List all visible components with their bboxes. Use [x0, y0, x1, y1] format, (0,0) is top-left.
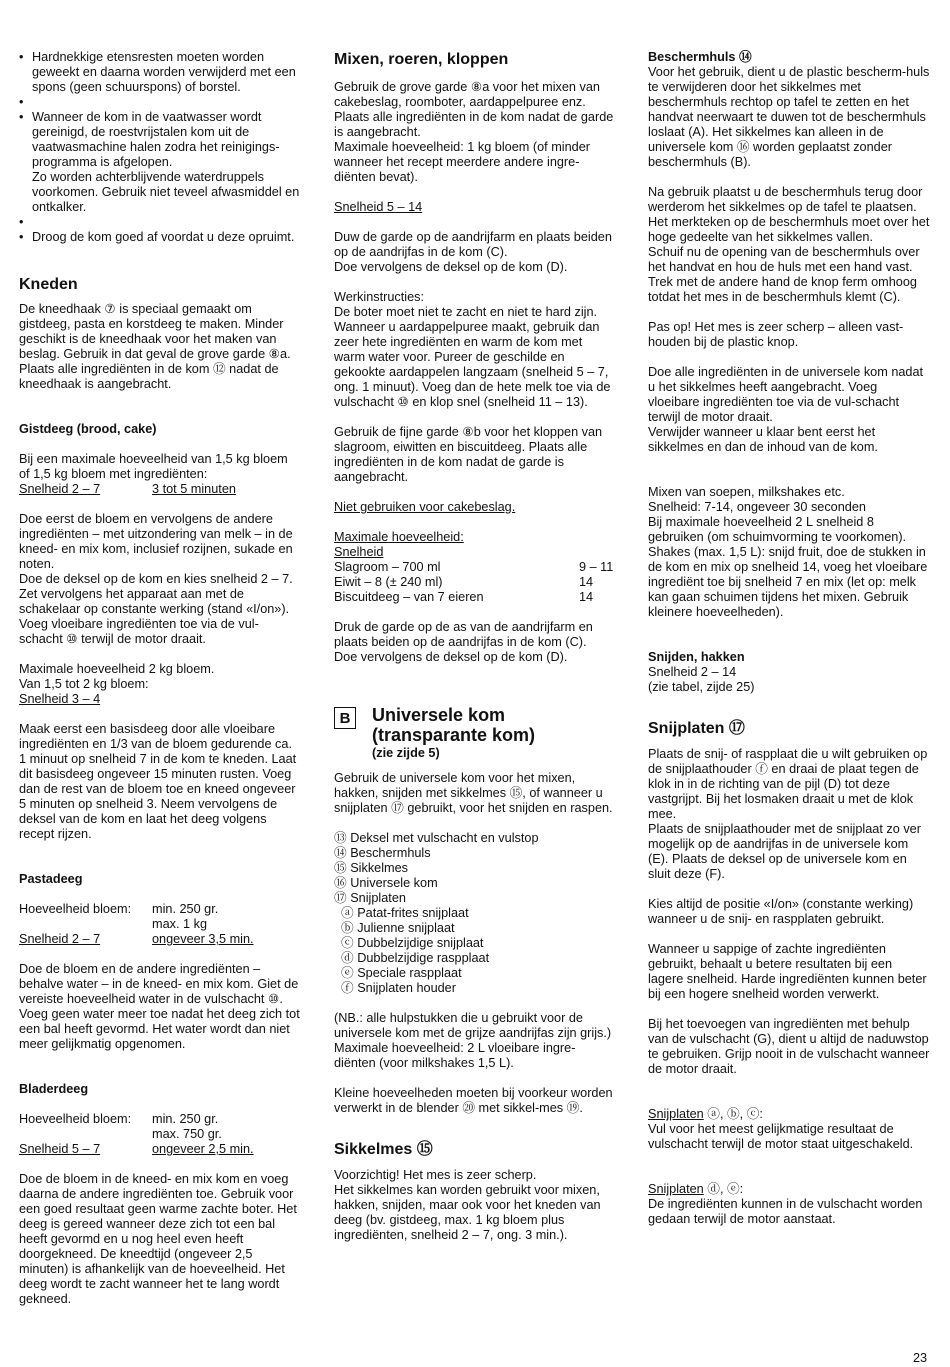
table-row	[334, 560, 616, 575]
pasta-speed-label: Snelheid 2 – 7	[19, 932, 101, 946]
table-speed: 9 – 11	[579, 560, 614, 574]
huls-text-3: Pas op! Het mes is zeer scherp – alleen vast-houden bij de plastic knop.	[648, 320, 904, 349]
snijplaten-de-refs: ⓓ, ⓔ:	[703, 1182, 744, 1196]
soep-text: Mixen van soepen, milkshakes etc. Snelheid: 7-14, ongeveer 30 seconden Bij maximale hoeveelheid 2 L snelheid 8 gebruiken (om schuimvorming te voorkomen). Shakes (max. 1,5 L): snijd fruit, doe de stukken in de kom en mix op snelheid 14, voeg het vloeibare ingrediënt toe bij snelheid 7 en mix (let op: melk kan gaan schuimen tijdens het mixen. Gebruik kleinere hoeveelheden).	[648, 485, 928, 619]
list-item: ⑭ Beschermhuls	[334, 846, 431, 860]
kneden-text: De kneedhaak ⑦ is speciaal gemaakt om gistdeeg, pasta en korstdeeg te maken. Minder geschikt is de kneedhaak voor het maken van beslag. Gebruik in dat geval de grove garde ⑧a. Plaats alle ingrediënten in de kom ⑫ nadat de kneedhaak is aangebracht.	[19, 302, 291, 391]
blader-amount-row	[19, 1112, 301, 1142]
mix-text-3: Werkinstructies: De boter moet niet te zacht en niet te hard zijn. Wanneer u aardappelpuree maakt, gebruik dan zeer hete ingrediënten en warm de kom met warm water voor. Pureer de geschilde en gekookte aardappelen langzaam (snelheid 5 – 7, ong. 1 minuut). Voeg dan de hete melk toe via de vulschacht ⑩ en klop snel (snelheid 11 – 13).	[334, 290, 611, 409]
column-1	[19, 50, 301, 1307]
de-text: De ingrediënten kunnen in de vulschacht worden gedaan terwijl de motor aanstaat.	[648, 1197, 923, 1226]
column-3	[648, 50, 930, 1227]
gist-text-1: Doe eerst de bloem en vervolgens de andere ingrediënten – met uitzondering van melk – in de kneed- en mix kom, inclusief rozijnen, sukade en noten. Doe de deksel op de kom en kies snelheid 2 – 7. Zet vervolgens het apparaat aan met de schakelaar op constante werking (stand «I/on»). Voeg vloeibare ingrediënten toe via de vul-schacht ⑩ terwijl de motor draait.	[19, 512, 293, 646]
b-text-1: Gebruik de universele kom voor het mixen, hakken, snijden met sikkelmes ⑮, of wanneer u snijplaten ⑰ gebruikt, voor het snijden en raspen.	[334, 771, 613, 815]
table-speed: 14	[579, 575, 594, 589]
parts-list	[334, 831, 616, 996]
bullet-item: • Wanneer de kom in de vaatwasser wordt gereinigd, de roestvrijstalen kom uit de vaatwasmachine halen zodra het reinigings-programma is afgelopen. Zo worden achterblijvende waterdruppels voorkomen. Gebruik niet teveel afwasmiddel en ontkalker.	[19, 110, 301, 215]
sikkel-text: Voorzichtig! Het mes is zeer scherp. Het sikkelmes kan worden gebruikt voor mixen, hakken, snijden, maar ook voor het kneden van deeg (bv. gistdeeg, max. 1 kg bloem plus ingrediënten, snelheid 2 – 7, ong. 3 min.).	[334, 1168, 601, 1242]
abc-text: Vul voor het meest gelijkmatige resultaat de vulschacht terwijl de motor staat uitgeschakeld.	[648, 1122, 914, 1151]
huls-text-4: Doe alle ingrediënten in de universele kom nadat u het sikkelmes heeft aangebracht. Voeg vloeibare ingrediënten toe via de vul-schacht terwijl de motor draait. Verwijder wanneer u klaar bent eerst het sikkelmes en dan de inhoud van de kom.	[648, 365, 924, 454]
bullet-item: • Hardnekkige etensresten moeten worden geweekt en daarna worden verwijderd met een spons (geen schuurspons) of borstel.	[19, 50, 301, 95]
snijplaten-abc-label: Snijplaten	[648, 1107, 704, 1121]
bullet-item: • Droog de kom goed af voordat u deze opruimt.	[19, 230, 301, 245]
table-item: Eiwit – 8 (± 240 ml)	[334, 575, 443, 589]
section-title-snijplaten: Snijplaten ⑰	[648, 720, 745, 737]
blader-amount: min. 250 gr. max. 750 gr.	[152, 1112, 222, 1141]
snij-text-1: Plaats de snij- of raspplaat die u wilt gebruiken op de snijplaathouder ⓕ en draai de plaat tegen de klok in in de richting van de pijl (D) tot deze vastgrijpt. Bij het losmaken draait u met de klok mee. Plaats de snijplaathouder met de snijplaat zo ver mogelijk op de aandrijfas in de universele kom (E). Plaats de deksel op de universele kom en sluit deze (F).	[648, 747, 928, 881]
subsection-bladerdeeg: Bladerdeeg	[19, 1082, 89, 1096]
snijplaten-abc-refs: ⓐ, ⓑ, ⓒ:	[703, 1107, 763, 1121]
gist-speed-time: 3 tot 5 minuten	[152, 482, 236, 496]
gist-speed-label: Snelheid 2 – 7	[19, 482, 101, 496]
list-item: ⓕ Snijplaten houder	[341, 981, 456, 995]
mix-max-speed: Snelheid	[334, 545, 384, 559]
subsection-pastadeeg: Pastadeeg	[19, 872, 83, 886]
snij-text-3: Wanneer u sappige of zachte ingrediënten gebruikt, behaalt u betere resultaten bij een lagere snelheid. Harde ingrediënten kunnen beter bij een hogere snelheid worden verwerkt.	[648, 942, 927, 1001]
cleaning-bullets	[19, 50, 301, 245]
snij-text-4: Bij het toevoegen van ingrediënten met behulp van de vulschacht (G), dient u altijd de naduwstop te gebruiken. Grijp nooit in de vulschacht wanneer de motor draait.	[648, 1017, 930, 1076]
huls-text-2: Na gebruik plaatst u de beschermhuls terug door werderom het sikkelmes op de tafel te plaatsen. Het merkteken op de beschermhuls moet over het hoge gedeelte van het sikkelmes vallen. Schuif nu de opening van de beschermhuls over het handvat en hou de huls met een hand vast. Trek met de andere hand de knop ferm omhoog totdat het mes in de beschermhuls klemt (C).	[648, 185, 930, 304]
section-b-header	[334, 705, 616, 761]
list-item: ⑰ Snijplaten	[334, 891, 406, 905]
subsection-snijden-hakken: Snijden, hakken	[648, 650, 745, 664]
list-item: ⓔ Speciale raspplaat	[341, 966, 462, 980]
mix-text-2: Duw de garde op de aandrijfarm en plaats beiden op de aandrijfas in de kom (C). Doe vervolgens de deksel op de kom (D).	[334, 230, 612, 274]
pasta-text: Doe de bloem en de andere ingrediënten – behalve water – in de kneed- en mix kom. Giet de vereiste hoeveelheid water in de vulschacht ⑩. Voeg geen water meer toe nadat het deeg zich tot een bal heeft gevormd. Het water wordt dan niet meer gelijkmatig opgenomen.	[19, 962, 300, 1051]
blader-speed-row	[19, 1142, 301, 1157]
section-title-sikkelmes: Sikkelmes ⑮	[334, 1141, 433, 1158]
table-speed: 14	[579, 590, 594, 604]
mix-text-4: Gebruik de fijne garde ⑧b voor het kloppen van slagroom, eiwitten en biscuitdeeg. Plaats alle ingrediënten in de kom nadat de garde is aangebracht.	[334, 425, 603, 484]
gist-intro: Bij een maximale hoeveelheid van 1,5 kg bloem of 1,5 kg bloem met ingrediënten:	[19, 452, 288, 481]
table-row	[334, 575, 616, 590]
mix-table	[334, 560, 616, 605]
table-item: Slagroom – 700 ml	[334, 560, 441, 574]
huls-text-1: Voor het gebruik, dient u de plastic bescherm-huls te verwijderen door het sikkelmes met beschermhuls rechtop op tafel te zetten en het handvat neerwaart te duwen tot de beschermhuls loslaat (A). Het sikkelmes kan alleen in de universele kom ⑯ worden geplaatst zonder beschermhuls (B).	[648, 65, 930, 169]
section-subtitle: (zie zijde 5)	[372, 746, 440, 760]
section-letter-box: B	[334, 707, 356, 729]
blader-speed-label: Snelheid 5 – 7	[19, 1142, 101, 1156]
b-text-3: Kleine hoeveelheden moeten bij voorkeur worden verwerkt in de blender ⑳ met sikkel-mes ⑲.	[334, 1086, 613, 1115]
table-item: Biscuitdeeg – van 7 eieren	[334, 590, 484, 604]
table-row	[334, 590, 616, 605]
blader-amount-label: Hoeveelheid bloem:	[19, 1112, 132, 1126]
pasta-amount-label: Hoeveelheid bloem:	[19, 902, 132, 916]
b-text-2: (NB.: alle hulpstukken die u gebruikt voor de universele kom met de grijze aandrijfas zijn grijs.) Maximale hoeveelheid: 2 L vloeibare ingre-diënten (voor milkshakes 1,5 L).	[334, 1011, 612, 1070]
snij-text-2: Kies altijd de positie «I/on» (constante werking) wanneer u de snij- en raspplaten gebruikt.	[648, 897, 914, 926]
list-item: ⓒ Dubbelzijdige snijplaat	[341, 936, 484, 950]
list-item: ⑮ Sikkelmes	[334, 861, 409, 875]
gist-max: Maximale hoeveelheid 2 kg bloem. Van 1,5 tot 2 kg bloem:	[19, 662, 215, 691]
list-item: ⓐ Patat-frites snijplaat	[341, 906, 469, 920]
mix-text-1: Gebruik de grove garde ⑧a voor het mixen van cakebeslag, roomboter, aardappelpuree enz. Plaats alle ingrediënten in de kom nadat de garde is aangebracht. Maximale hoeveelheid: 1 kg bloem (of minder wanneer het recept meerdere andere ingre-diënten bevat).	[334, 80, 614, 184]
blader-speed-time: ongeveer 2,5 min.	[152, 1142, 254, 1156]
section-title-universele-kom: Universele kom (transparante kom)	[372, 705, 536, 745]
snijplaten-abc-heading	[648, 1107, 930, 1122]
gist-speed-2: Snelheid 3 – 4	[19, 692, 101, 706]
page-number: 23	[913, 1351, 928, 1365]
mix-speed: Snelheid 5 – 14	[334, 200, 423, 214]
pasta-speed-time: ongeveer 3,5 min.	[152, 932, 254, 946]
snijplaten-de-heading	[648, 1182, 930, 1197]
list-item: ⓑ Julienne snijplaat	[341, 921, 455, 935]
subsection-gistdeeg: Gistdeeg (brood, cake)	[19, 422, 157, 436]
list-item: ⓓ Dubbelzijdige raspplaat	[341, 951, 490, 965]
column-2	[334, 50, 616, 1243]
list-item: ⑯ Universele kom	[334, 876, 438, 890]
gist-speed-row	[19, 482, 301, 497]
subsection-beschermhuls: Beschermhuls ⑭	[648, 50, 752, 64]
snijplaten-de-label: Snijplaten	[648, 1182, 704, 1196]
pasta-speed-row	[19, 932, 301, 947]
mix-max-label: Maximale hoeveelheid:	[334, 530, 464, 544]
gist-text-2: Maak eerst een basisdeeg door alle vloeibare ingrediënten en 1/3 van de bloem gedurende ca. 1 minuut op snelheid 7 in de kom te kneden. Laat dit basisdeeg ongeveer 15 minuten rusten. Voeg dan de rest van de bloem toe en kneed ongeveer 5 minuten op snelheid 3. Neem vervolgens de deksel van de kom en laat het deeg volgens recept rijzen.	[19, 722, 297, 841]
mix-text-5: Druk de garde op de as van de aandrijfarm en plaats beiden op de aandrijfas in de kom (C). Doe vervolgens de deksel op de kom (D).	[334, 620, 593, 664]
mix-not-for-batter: Niet gebruiken voor cakebeslag.	[334, 500, 516, 514]
section-title-kneden: Kneden	[19, 276, 78, 293]
pasta-amount: min. 250 gr. max. 1 kg	[152, 902, 219, 931]
blader-text: Doe de bloem in de kneed- en mix kom en voeg daarna de andere ingrediënten toe. Gebruik voor een goed resultaat geen warme zachte boter. Het deeg is gereed wanneer deze zich tot een bal heeft gevormd en u nog heel even heeft doorgekneed. De kneedtijd (ongeveer 2,5 minuten) is afhankelijk van de hoeveelheid. Het deeg wordt te zacht wanneer het te lang wordt gekneed.	[19, 1172, 297, 1306]
pasta-amount-row	[19, 902, 301, 932]
section-title-mixen: Mixen, roeren, kloppen	[334, 51, 509, 68]
hak-text: Snelheid 2 – 14 (zie tabel, zijde 25)	[648, 665, 755, 694]
list-item: ⑬ Deksel met vulschacht en vulstop	[334, 831, 539, 845]
